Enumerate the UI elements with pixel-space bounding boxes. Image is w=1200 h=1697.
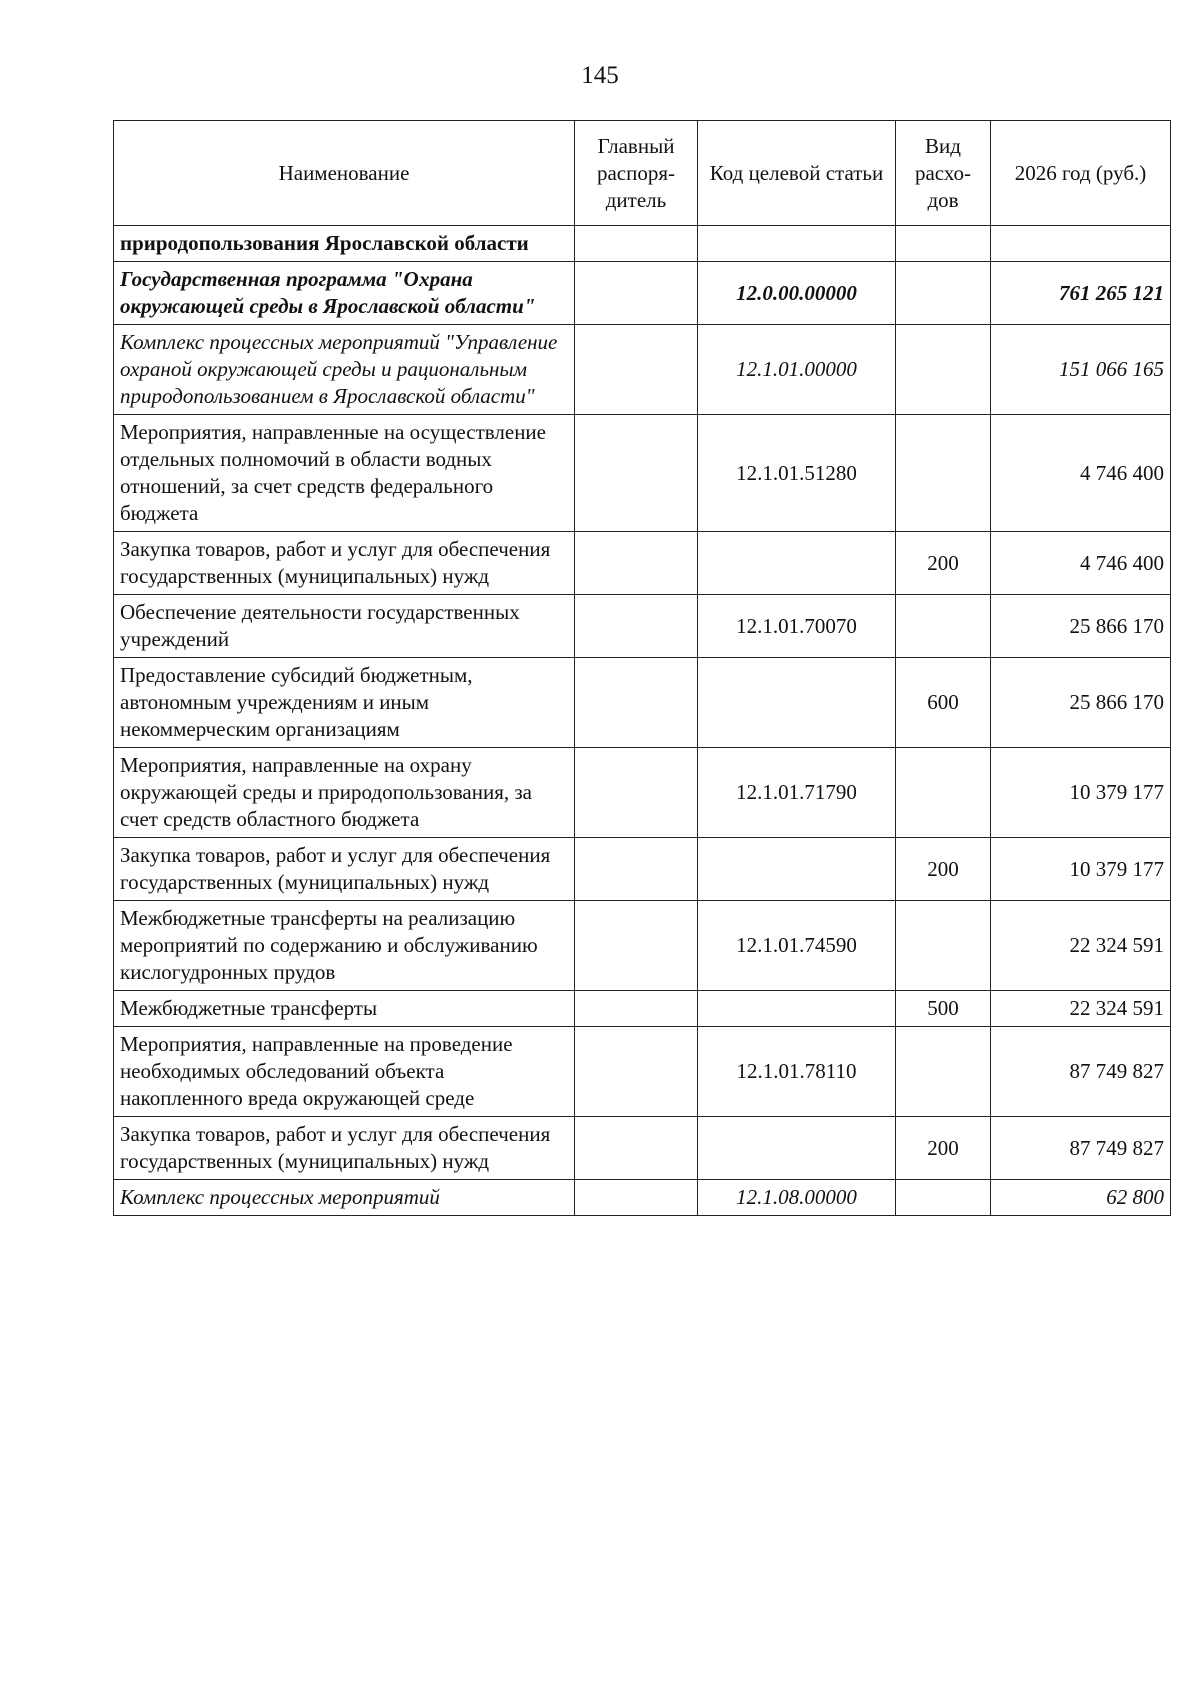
table-row [114, 262, 1171, 325]
cell-name: Межбюджетные трансферты на реализацию мероприятий по содержанию и обслуживанию кислогудронных прудов [114, 901, 575, 991]
cell-type [896, 748, 991, 838]
cell-type: 200 [896, 838, 991, 901]
cell-name: Мероприятия, направленные на осуществление отдельных полномочий в области водных отношений, за счет средств федерального бюджета [114, 415, 575, 532]
cell-name: Закупка товаров, работ и услуг для обеспечения государственных (муниципальных) нужд [114, 1117, 575, 1180]
cell-amount: 151 066 165 [991, 325, 1171, 415]
cell-name: Комплекс процессных мероприятий [114, 1180, 575, 1216]
cell-code: 12.1.08.00000 [698, 1180, 896, 1216]
cell-amount: 22 324 591 [991, 991, 1171, 1027]
cell-name: Закупка товаров, работ и услуг для обеспечения государственных (муниципальных) нужд [114, 838, 575, 901]
cell-admin [575, 262, 698, 325]
table-row [114, 748, 1171, 838]
cell-code: 12.1.01.74590 [698, 901, 896, 991]
cell-amount: 4 746 400 [991, 532, 1171, 595]
cell-name: Предоставление субсидий бюджетным, автономным учреждениям и иным некоммерческим организациям [114, 658, 575, 748]
header-name: Наименование [114, 121, 575, 226]
table-body [114, 226, 1171, 1216]
cell-type [896, 262, 991, 325]
cell-type: 600 [896, 658, 991, 748]
cell-type: 200 [896, 532, 991, 595]
table-row [114, 1117, 1171, 1180]
table-row [114, 1180, 1171, 1216]
cell-type [896, 1180, 991, 1216]
cell-amount: 761 265 121 [991, 262, 1171, 325]
cell-code [698, 226, 896, 262]
cell-name: Комплекс процессных мероприятий "Управление охраной окружающей среды и рациональным природопользованием в Ярославской области" [114, 325, 575, 415]
cell-name: Государственная программа "Охрана окружающей среды в Ярославской области" [114, 262, 575, 325]
table-row [114, 595, 1171, 658]
cell-admin [575, 1027, 698, 1117]
cell-name: Закупка товаров, работ и услуг для обеспечения государственных (муниципальных) нужд [114, 532, 575, 595]
cell-code [698, 1117, 896, 1180]
table-header [114, 121, 1171, 226]
header-admin: Главный распоря-дитель [575, 121, 698, 226]
cell-amount: 4 746 400 [991, 415, 1171, 532]
cell-code [698, 532, 896, 595]
cell-code [698, 991, 896, 1027]
cell-type [896, 901, 991, 991]
cell-admin [575, 1180, 698, 1216]
page-number: 145 [581, 62, 619, 89]
header-amount: 2026 год (руб.) [991, 121, 1171, 226]
cell-amount: 10 379 177 [991, 748, 1171, 838]
cell-name: Мероприятия, направленные на проведение необходимых обследований объекта накопленного вреда окружающей среде [114, 1027, 575, 1117]
cell-amount: 87 749 827 [991, 1117, 1171, 1180]
cell-amount: 25 866 170 [991, 595, 1171, 658]
header-type: Вид расхо-дов [896, 121, 991, 226]
cell-amount: 25 866 170 [991, 658, 1171, 748]
cell-amount: 62 800 [991, 1180, 1171, 1216]
header-code: Код целевой статьи [698, 121, 896, 226]
cell-admin [575, 595, 698, 658]
table-row [114, 532, 1171, 595]
cell-code: 12.1.01.51280 [698, 415, 896, 532]
cell-type [896, 325, 991, 415]
cell-admin [575, 415, 698, 532]
cell-admin [575, 325, 698, 415]
cell-admin [575, 838, 698, 901]
cell-code: 12.0.00.00000 [698, 262, 896, 325]
cell-amount: 10 379 177 [991, 838, 1171, 901]
cell-admin [575, 532, 698, 595]
cell-code: 12.1.01.70070 [698, 595, 896, 658]
cell-admin [575, 1117, 698, 1180]
table-row [114, 226, 1171, 262]
cell-name: природопользования Ярославской области [114, 226, 575, 262]
cell-admin [575, 226, 698, 262]
cell-code [698, 658, 896, 748]
cell-admin [575, 991, 698, 1027]
cell-type [896, 415, 991, 532]
cell-name: Обеспечение деятельности государственных учреждений [114, 595, 575, 658]
table-row [114, 991, 1171, 1027]
cell-type [896, 595, 991, 658]
cell-code: 12.1.01.78110 [698, 1027, 896, 1117]
table-row [114, 325, 1171, 415]
table-row [114, 658, 1171, 748]
cell-type: 500 [896, 991, 991, 1027]
cell-name: Мероприятия, направленные на охрану окружающей среды и природопользования, за счет средств областного бюджета [114, 748, 575, 838]
cell-amount: 22 324 591 [991, 901, 1171, 991]
header-row [114, 121, 1171, 226]
budget-table [113, 120, 1171, 1216]
cell-type [896, 1027, 991, 1117]
cell-admin [575, 901, 698, 991]
cell-name: Межбюджетные трансферты [114, 991, 575, 1027]
cell-admin [575, 748, 698, 838]
cell-code [698, 838, 896, 901]
table-row [114, 1027, 1171, 1117]
table-row [114, 415, 1171, 532]
cell-amount: 87 749 827 [991, 1027, 1171, 1117]
cell-type: 200 [896, 1117, 991, 1180]
cell-admin [575, 658, 698, 748]
cell-code: 12.1.01.00000 [698, 325, 896, 415]
table-row [114, 901, 1171, 991]
cell-code: 12.1.01.71790 [698, 748, 896, 838]
table-row [114, 838, 1171, 901]
cell-amount [991, 226, 1171, 262]
cell-type [896, 226, 991, 262]
